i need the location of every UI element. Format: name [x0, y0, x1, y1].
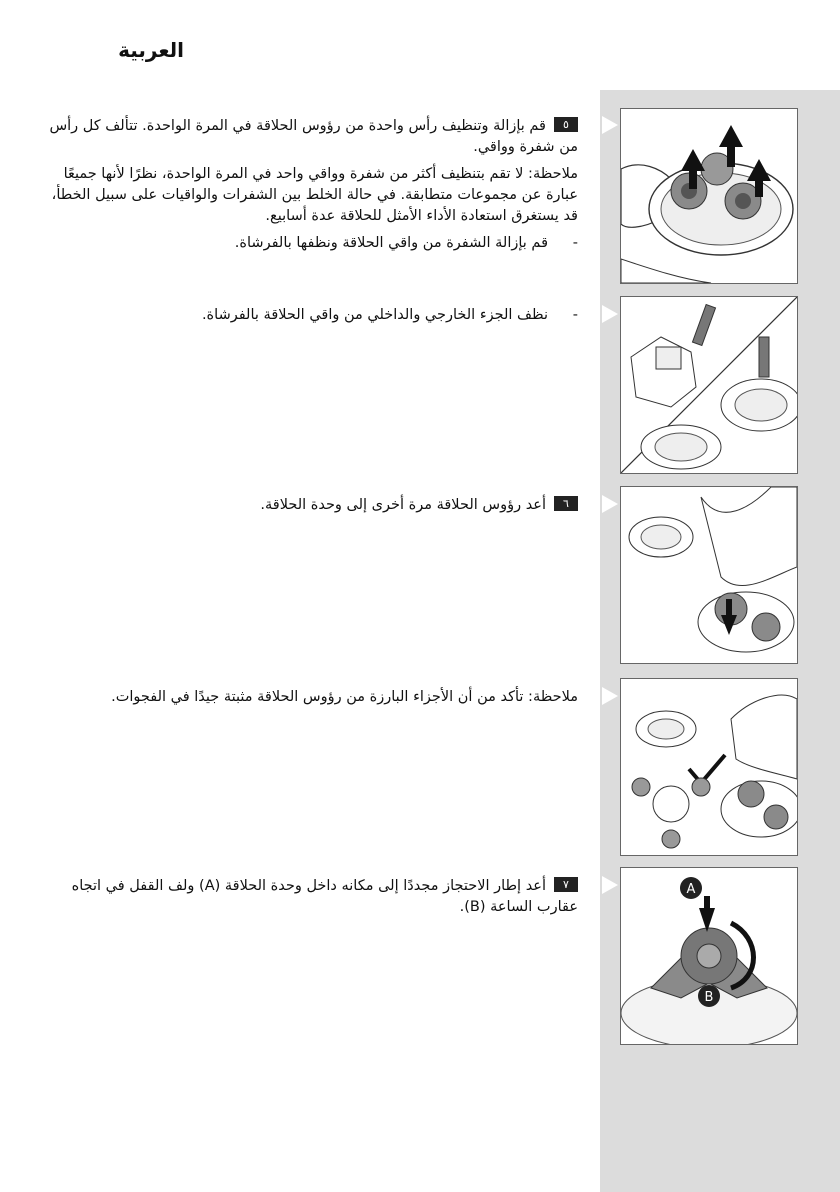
note-2 — [48, 687, 578, 714]
label-b: B — [704, 990, 714, 1005]
figure-reinsert-heads — [620, 486, 798, 664]
figure-pointer — [602, 876, 618, 894]
brush-icon — [692, 304, 769, 377]
step-7-instruction: أعد إطار الاحتجاز مجددًا إلى مكانه داخل وحدة الحلاقة (A) ولف القفل في اتجاه عقارب الساعة (B). — [71, 878, 578, 915]
figure-check-heads — [620, 678, 798, 856]
figure-pointer — [602, 687, 618, 705]
step-number: ٥ — [554, 117, 578, 132]
figure-retaining-frame — [620, 867, 798, 1045]
page-title: العربية — [118, 38, 184, 62]
step-5 — [48, 116, 578, 260]
step-5-text — [48, 116, 578, 158]
figure-pointer — [602, 305, 618, 323]
step-5-instruction: قم بإزالة وتنظيف رأس واحدة من رؤوس الحلاقة في المرة الواحدة. تتألف كل رأس من شفرة وواقي. — [49, 118, 578, 155]
step-5-note: ملاحظة: لا تقم بتنظيف أكثر من شفرة وواقي واحد في المرة الواحدة، نظرًا لأنها جميعًا عبارة عن مجموعات متطابقة. في حالة الخلط بين الشفرات والواقيات على سبيل الخطأ، قد يستغرق استعادة الأداء الأمثل للحلاقة عدة أسابيع. — [51, 166, 578, 224]
bullet-text: نظف الجزء الخارجي والداخلي من واقي الحلاقة بالفرشاة. — [201, 307, 548, 323]
checkmark-icon — [689, 755, 725, 783]
note-2-text: ملاحظة: تأكد من أن الأجزاء البارزة من رؤوس الحلاقة مثبتة جيدًا في الفجوات. — [111, 689, 578, 705]
bullet-dash: - — [572, 307, 578, 323]
step-5b — [48, 305, 578, 332]
step-6 — [48, 495, 578, 522]
bullet-text: قم بإزالة الشفرة من واقي الحلاقة ونظفها بالفرشاة. — [234, 235, 548, 251]
figure-remove-heads — [620, 108, 798, 284]
bullet-dash: - — [572, 235, 578, 251]
figure-brush-guard — [620, 296, 798, 474]
step-5b-bullet — [48, 305, 578, 326]
step-number: ٧ — [554, 877, 578, 892]
step-7-text — [48, 876, 578, 918]
label-a: A — [686, 882, 696, 897]
step-6-text — [48, 495, 578, 516]
step-6-instruction: أعد رؤوس الحلاقة مرة أخرى إلى وحدة الحلاقة. — [260, 497, 546, 513]
step-5-bullet — [48, 233, 578, 254]
step-number: ٦ — [554, 496, 578, 511]
step-7 — [48, 876, 578, 924]
figure-pointer — [602, 495, 618, 513]
figure-pointer — [602, 116, 618, 134]
